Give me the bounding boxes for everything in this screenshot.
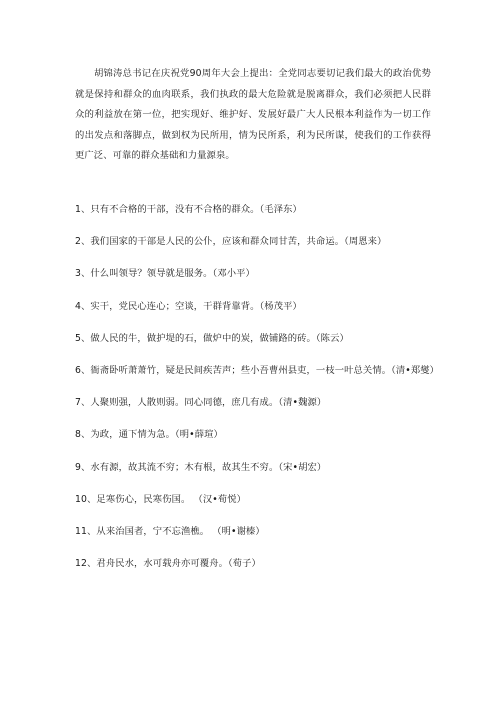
quote-item: 3、什么叫领导？领导就是服务。（邓小平） [75,268,255,280]
quote-item: 12、君舟民水，水可载舟亦可覆舟。（荀子） [75,558,261,570]
quote-item: 7、人聚则强，人散则弱。同心同德，庶几有成。（清•魏源） [75,397,327,409]
quote-item: 1、只有不合格的干部，没有不合格的群众。（毛泽东） [75,204,302,215]
quote-item: 10、足寒伤心，民寒伤国。 （汉•荀悦） [75,493,247,505]
quote-list [75,203,440,589]
quote-item: 2、我们国家的干部是人民的公仆，应该和群众同甘苦，共命运。（周恩来） [75,236,387,248]
quote-item: 8、为政，通下情为急。（明•薛瑄） [75,429,223,441]
quote-item: 6、衙斋卧听萧萧竹，疑是民间疾苦声；些小吾曹州县吏，一枝一叶总关情。（清•郑燮） [75,364,440,376]
quote-item: 9、水有源，故其流不穷；木有根，故其生不穷。（宋•胡宏） [75,461,327,473]
intro-paragraph: 胡锦涛总书记在庆祝党90周年大会上提出：全党同志要切记我们最大的政治优势就是保持和群众的血肉联系，我们执政的最大危险就是脱离群众，我们必须把人民群众的利益放在第一位，把实现好、维护好、发展好最广大人民根本利益作为一切工作的出发点和落脚点，做到权为民所用，情为民所系，利为民所谋，使我们的工作获得更广泛、可靠的群众基础和力量源泉。 [75,68,431,161]
quote-item: 11、从来治国者，宁不忘渔樵。 （明•谢榛） [75,525,265,537]
quote-item: 5、做人民的牛，做护堤的石，做炉中的炭，做铺路的砖。（陈云） [75,332,349,344]
quote-item: 4、实干，党民心连心；空谈，干群背靠背。（杨茂平） [75,300,302,312]
